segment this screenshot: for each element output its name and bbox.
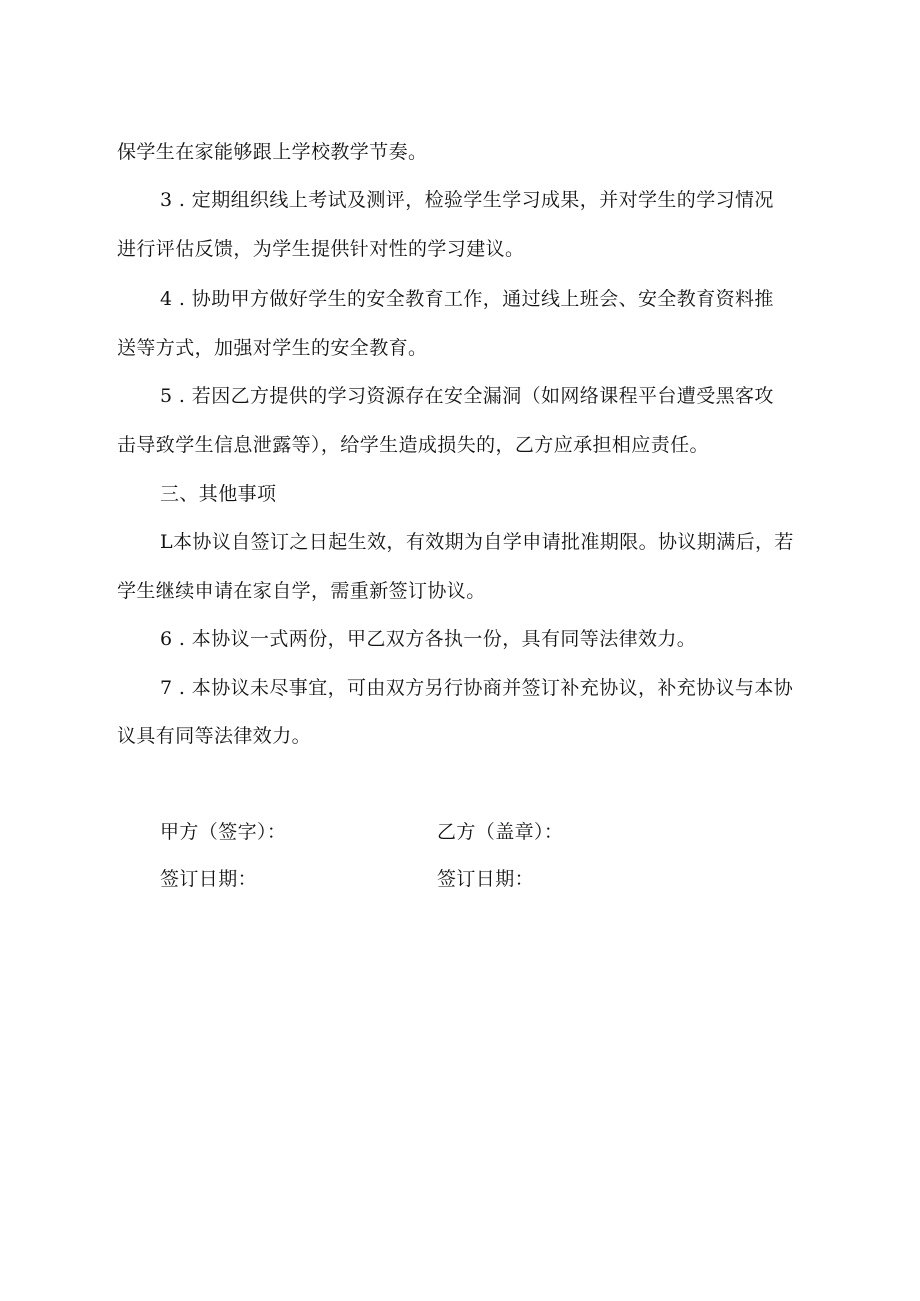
clause-7-line-2: 议具有同等法律效力。 bbox=[117, 725, 312, 747]
party-a-date-label: 签订日期： bbox=[160, 868, 258, 890]
clause-4-line-2: 送等方式，加强对学生的安全教育。 bbox=[117, 337, 428, 359]
clause-5-line-2: 击导致学生信息泄露等），给学生造成损失的，乙方应承担相应责任。 bbox=[117, 434, 709, 456]
clause-7-line-1: 7 . 本协议未尽事宜，可由双方另行协商并签订补充协议，补充协议与本协 bbox=[160, 677, 794, 699]
party-b-date-label: 签订日期： bbox=[437, 868, 535, 890]
party-b-seal-label: 乙方（盖章）： bbox=[437, 821, 564, 843]
clause-3-line-2: 进行评估反馈，为学生提供针对性的学习建议。 bbox=[117, 238, 525, 260]
clause-5-line-1: 5 . 若因乙方提供的学习资源存在安全漏洞（如网络课程平台遭受黑客攻 bbox=[160, 385, 774, 407]
section-heading: 三、其他事项 bbox=[160, 483, 277, 505]
other-clause-1-line-2: 学生继续申请在家自学，需重新签订协议。 bbox=[117, 580, 486, 602]
clause-4-line-1: 4 . 协助甲方做好学生的安全教育工作，通过线上班会、安全教育资料推 bbox=[160, 288, 774, 310]
clause-3-line-1: 3 . 定期组织线上考试及测评，检验学生学习成果，并对学生的学习情况 bbox=[160, 189, 774, 211]
other-clause-1-line-1: L本协议自签订之日起生效，有效期为自学申请批准期限。协议期满后，若 bbox=[160, 531, 794, 553]
clause-6-line: 6 . 本协议一式两份，甲乙双方各执一份，具有同等法律效力。 bbox=[160, 628, 697, 650]
paragraph-line: 保学生在家能够跟上学校教学节奏。 bbox=[117, 141, 428, 163]
party-a-signature-label: 甲方（签字）： bbox=[160, 821, 287, 843]
